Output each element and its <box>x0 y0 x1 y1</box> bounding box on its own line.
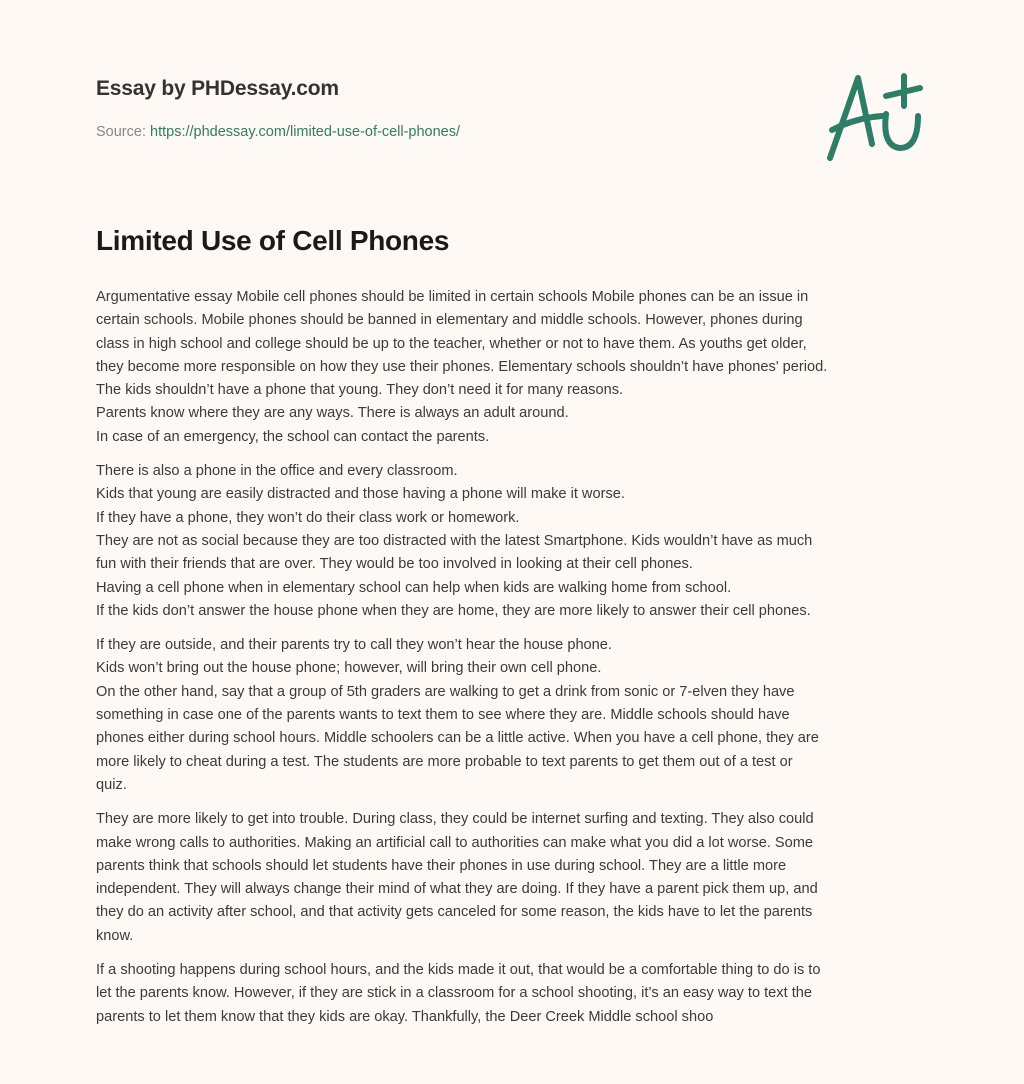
paragraph-line: They are not as social because they are too distracted with the latest Smartphone. Kids wouldn’t have as much <box>96 532 813 549</box>
paragraph-line: In case of an emergency, the school can contact the parents. <box>96 428 490 445</box>
paragraph-line: They are more likely to get into trouble. During class, they could be internet surfing and texting. They also could <box>96 811 814 828</box>
paragraph-line: certain schools. Mobile phones should be banned in elementary and middle schools. However, phones during <box>96 312 803 329</box>
paragraph-line: On the other hand, say that a group of 5th graders are walking to get a drink from sonic or 7-elven they have <box>96 683 795 700</box>
paragraph-line: Kids that young are easily distracted and those having a phone will make it worse. <box>96 486 625 503</box>
essay-body <box>96 286 956 1040</box>
paragraph-line: If they are outside, and their parents try to call they won’t hear the house phone. <box>96 637 612 654</box>
essay-paragraph <box>96 634 956 797</box>
paragraph-line: Kids won’t bring out the house phone; however, will bring their own cell phone. <box>96 660 602 677</box>
paragraph-line: If the kids don’t answer the house phone when they are home, they are more likely to answer their cell phones. <box>96 602 811 619</box>
paragraph-line: something in case one of the parents wants to text them to see where they are. Middle schools should have <box>96 707 790 724</box>
paragraph-line: fun with their friends that are over. They would be too involved in looking at their cell phones. <box>96 556 693 573</box>
paragraph-line: parents think that schools should let students have their phones in use during school. They are a little more <box>96 857 787 874</box>
essay-paragraph <box>96 460 956 623</box>
page-title: Limited Use of Cell Phones <box>96 225 450 256</box>
source-line <box>96 124 460 140</box>
essay-paragraph <box>96 286 956 449</box>
paragraph-line: If a shooting happens during school hours, and the kids made it out, that would be a comfortable thing to do is to <box>96 962 821 979</box>
source-link[interactable]: https://phdessay.com/limited-use-of-cell-phones/ <box>150 124 461 140</box>
paragraph-line: Having a cell phone when in elementary school can help when kids are walking home from school. <box>96 579 732 596</box>
paragraph-line: let the parents know. However, if they are stick in a classroom for a school shooting, it’s an easy way to text the <box>96 985 812 1002</box>
paragraph-line: If they have a phone, they won’t do their class work or homework. <box>96 509 520 526</box>
paragraph-line: they become more responsible on how they use their phones. Elementary schools shouldn’t have phones' period. <box>96 358 828 375</box>
paragraph-line: Argumentative essay Mobile cell phones should be limited in certain schools Mobile phones can be an issue in <box>96 289 809 305</box>
paragraph-line: independent. They will always change their mind of what they are doing. If they have a parent pick them up, and <box>96 881 818 898</box>
paragraph-line: phones either during school hours. Middle schoolers can be a little active. When you have a cell phone, they are <box>96 730 819 747</box>
a-plus-logo-icon <box>820 66 930 166</box>
paragraph-line: The kids shouldn’t have a phone that young. They don’t need it for many reasons. <box>96 382 624 399</box>
paragraph-line: class in high school and college should be up to the teacher, whether or not to have them. As youths get older, <box>96 335 807 352</box>
site-brand: Essay by PHDessay.com <box>96 77 339 100</box>
paragraph-line: Parents know where they are any ways. There is always an adult around. <box>96 405 569 422</box>
paragraph-line: There is also a phone in the office and every classroom. <box>96 463 458 480</box>
source-label: Source: <box>96 124 146 140</box>
essay-paragraph <box>96 808 956 948</box>
paragraph-line: make wrong calls to authorities. Making an artificial call to authorities can make what you did a lot worse. Some <box>96 834 814 851</box>
essay-paragraph <box>96 959 956 1029</box>
paragraph-line: quiz. <box>96 776 127 793</box>
paragraph-line: they do an activity after school, and that activity gets canceled for some reason, the kids have to let the parents <box>96 904 813 921</box>
paragraph-line: parents to let them know that they kids are okay. Thankfully, the Deer Creek Middle school shoo <box>96 1008 714 1025</box>
paragraph-line: know. <box>96 927 134 944</box>
paragraph-line: more likely to cheat during a test. The students are more probable to text parents to get them out of a test or <box>96 753 793 770</box>
